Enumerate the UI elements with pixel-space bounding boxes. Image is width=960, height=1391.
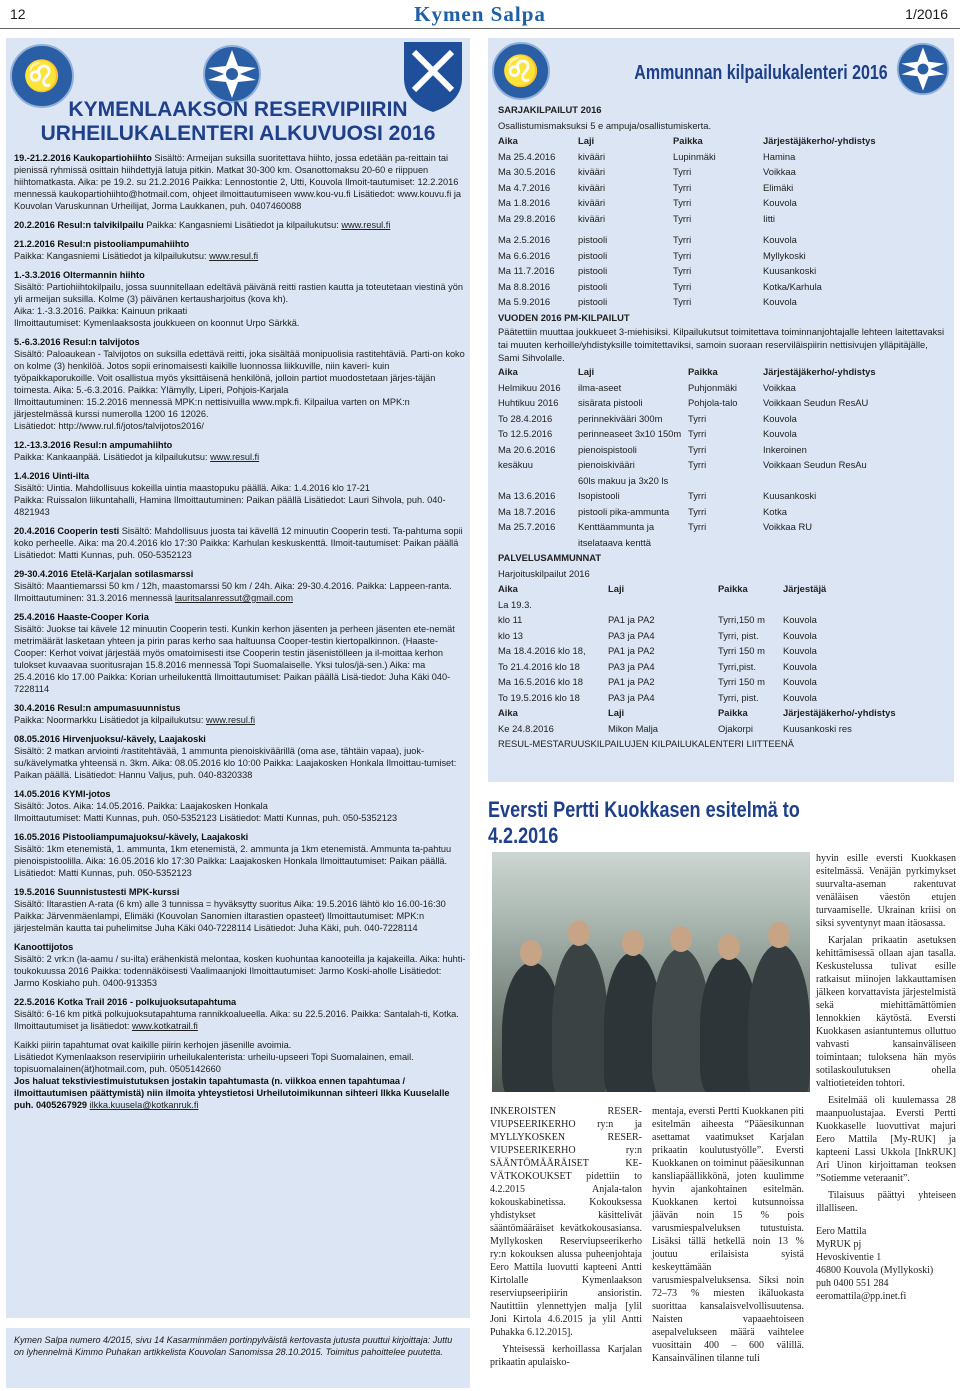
table-row [498, 149, 948, 165]
table-cell: Ma 6.6.2016 [498, 249, 551, 261]
table-row [498, 180, 948, 196]
resul-link[interactable]: www.resul.fi [206, 715, 256, 725]
table-cell: To 21.4.2016 klo 18 [498, 660, 580, 672]
table-row [498, 195, 948, 211]
masthead: Kymen Salpa [414, 2, 546, 26]
table-cell: Ma 18.7.2016 [498, 505, 556, 517]
resul-link[interactable]: www.resul.fi [210, 452, 260, 462]
table-cell: Pohjola-talo [688, 397, 738, 408]
table-cell: Tyrri [673, 181, 692, 193]
email-link[interactable]: ilkka.kuusela@kotkanruk.fi [89, 1100, 199, 1110]
entry: 22.5.2016 Kotka Trail 2016 - polkujuoksutapahtuma Sisältö: 6-16 km pitkä polkujuoksutapahtuma rannikkoalueella. Aika: su 22.5.2016. Paikka: Santalah-ti, Kotka. Ilmoittautumiset ja lisätiedot: www.kotkatrail.fi [14, 997, 459, 1031]
calendar-title: KYMENLAAKSON RESERVIPIIRIN URHEILUKALENTERI ALKUVUOSI 2016 [40, 98, 436, 145]
sports-calendar-panel [6, 38, 470, 1318]
table-cell: klo 13 [498, 629, 524, 641]
table-row [498, 535, 948, 551]
article-column-2: mentaja, eversti Pertti Kuokkanen piti esitelmän aiheesta “Pääesikunnan asettamat vaatimukset Karjalan prikaatin koulutustyölle”. Eversti Kuokkanen on toiminut pääesikunnan kansliapäällikkönä, joten kuulimme hyvin ajankohtainen esitelmän. Kuokkanen kertoi kutsunnoissa jäävän noin 15 % pois varusmiespalveluksen tutustuista. Lisäksi tällä hetkellä noin 13 % joutuu erilaisista syistä keskeyttämään varusmiespalveluksensa. Siksi noin 72–73 % miesten ikäluokasta suorittaa kansalaisvelvollisuutensa. Naisten vapaaehtoiseen asepalvelukseen määrä vaihtelee vuosittain 400 – 600 välillä. Kansainvälinen tilanne tuli [652, 1106, 804, 1364]
table-cell: Kouvola [763, 412, 797, 424]
table-cell: Kouvola [783, 645, 817, 656]
table-cell: Tyrri, pist. [718, 629, 759, 641]
table-row [498, 488, 948, 504]
table-cell: Voikkaan Seudun ResAU [763, 397, 869, 408]
table-body [498, 721, 948, 737]
table-row [498, 426, 948, 442]
table-cell: pistooli [578, 249, 608, 261]
table-cell: Tyrri [688, 443, 707, 455]
table-cell: Hamina [763, 150, 796, 162]
table-cell: Voikkaan Seudun ResAu [763, 459, 867, 470]
table-cell: Aika [498, 583, 518, 594]
table-cell: Kuusankoski res [783, 722, 852, 734]
resul-link[interactable]: www.resul.fi [341, 220, 391, 230]
table-cell: Tyrri [673, 280, 692, 292]
table-cell: To 28.4.2016 [498, 412, 553, 424]
shooting-title: Ammunnan kilpailukalenteri 2016 [634, 62, 888, 84]
resul-link[interactable]: www.resul.fi [209, 251, 259, 261]
entry: 30.4.2016 Resul:n ampumasuunnistus Paikka: Noormarkku Lisätiedot ja kilpailukutsu: www.resul.fi [14, 703, 256, 725]
lion-emblem-icon: ♌ [492, 42, 550, 100]
table-cell: Kotka/Karhula [763, 280, 822, 292]
table-cell: Puhjonmäki [688, 381, 737, 393]
table-cell: sisärata pistooli [578, 397, 643, 408]
table-cell: pienoispistooli [578, 443, 637, 455]
calendar-entries [14, 152, 466, 1118]
table-cell: Tyrri [688, 412, 707, 424]
table-cell: To 12.5.2016 [498, 428, 553, 439]
table-body [498, 149, 948, 227]
table-cell: Ma 2.5.2016 [498, 234, 551, 245]
table-cell: PA3 ja PA4 [608, 691, 655, 703]
table-cell: perinneaseet 3x10 150m [578, 428, 682, 439]
table-cell [688, 473, 763, 489]
table-row [498, 232, 948, 248]
table-cell: Kouvola [783, 629, 817, 641]
table-cell: PA1 ja PA2 [608, 645, 655, 656]
table-cell: Tyrri [673, 296, 692, 307]
notes: Kaikki piirin tapahtumat ovat kaikille piirin kerhojen jäsenille avoimia. Lisätiedot Kymenlaakson reservipiirin urheilukalenterista: urheilu-upseeri Topi Suomalainen, email. topisuomalainen(ät)hotmail.com, puh. 0505142660 Jos haluat tekstiviestimuistutuksen jostakin tapahtumasta (n. viikkoa ennen tapahtumaa / ilmoittautumisen päättymistä) niin ilmoita yhteystietosi Urheilutoimikunnan sihteeri Ilkka Kuuselalle puh. 0405267929 ilkka.kuusela@kotkanruk.fi [14, 1040, 450, 1110]
table-cell [718, 597, 783, 613]
table-row [498, 457, 948, 473]
table-row [498, 248, 948, 264]
table-row [498, 628, 948, 644]
table-cell: Huhtikuu 2016 [498, 397, 559, 408]
table-cell: Voikkaa RU [763, 521, 812, 532]
table-cell: Järjestäjäkerho/-yhdistys [763, 135, 876, 146]
header-rule [0, 28, 960, 29]
table-row [498, 411, 948, 427]
table-cell: Kouvola [783, 676, 817, 687]
table-cell: Aika [498, 366, 518, 377]
entry: 21.2.2016 Resul:n pistooliampumahiihto Paikka: Kangasniemi Lisätiedot ja kilpailukutsu: www.resul.fi [14, 239, 259, 261]
shooting-entries: SARJAKILPAILUT 2016 Osallistumismaksuksi 5 e ampuja/osallistumiskerta. Aika Laji Paikka Järjestäjäkerho/-yhdistys Ma 25.4.2016 kivääri Lupinmäki Hamina Ma 30.5.2016 kivääri Tyrri Voikkaa Ma 4.7.2016 kivääri Tyrri Elimäki Ma 1.8.2016 kivääri Tyrri Kouvola Ma 29.8.2016 kivääri Tyrri Iitti Ma 2.5.2016 pistooli Tyrri Kouvola Ma 6.6.2016 pistooli Tyrri Myllykoski Ma 11.7.2016 pistooli Tyrri Kuusankoski Ma 8.8.2016 pistooli Tyrri Kotka/Karhula Ma 5.9.2016 pistooli Tyrri Kouvola VUODEN 2016 PM-KILPAILUT Päätettiin muuttaa joukkueet 3-miehisiksi. Kilpailukutsut toimitettava toiminnanjohtajalle lehteen laitettavaksi tai muuten kerhoille/yhdistyksille toimitettaviksi, samoin suoraan reserviläispiirin nettisivujen ylläpitäjälle, Sami Sihvolalle. Aika Laji Paikka Järjestäjäkerho/-yhdistys Helmikuu 2016 ilma-aseet Puhjonmäki Voikkaa Huhtikuu 2016 sisärata pistooli Pohjola-talo Voikkaan Seudun ResAU To 28.4.2016 perinnekivääri 300m Tyrri Kouvola To 12.5.2016 perinneaseet 3x10 150m Tyrri Kouvola Ma 20.6.2016 pienoispistooli Tyrri Inkeroinen kesäkuu pienoiskivääri Tyrri Voikkaan Seudun ResAu 60ls makuu ja 3x20 ls Ma 13.6.2016 Isopistooli Tyrri Kuusankoski Ma 18.7.2016 pistooli pika-ammunta Tyrri Kotka Ma 25.7.2016 Kenttäammunta ja Tyrri Voikkaa RU itselataava kenttä PALVELUSAMMUNNAT Harjoituskilpailut 2016 Aika Laji Paikka Järjestäjä La 19.3. klo 11 PA1 ja PA2 Tyrri,150 m Kouvola klo 13 PA3 ja PA4 Tyrri, pist. Kouvola Ma 18.4.2016 klo 18, PA1 ja PA2 Tyrri 150 m Kouvola To 21.4.2016 klo 18 PA3 ja PA4 Tyrri,pist. Kouvola Ma 16.5.2016 klo 18 PA1 ja PA2 Tyrri 150 m Kouvola To 19.5.2016 klo 18 PA3 ja PA4 Tyrri, pist. Kouvola Aika Laji Paikka Järjestäjäkerho/-yhdistys Ke 24.8.2016 Mikon Malja Ojakorpi Kuusankoski res RESUL-MESTARUUSKILPAILUJEN KILPAILUKALENTERI LIITTEENÄ [498, 102, 948, 752]
table-row [498, 504, 948, 520]
lion-emblem-icon: ♌ [10, 44, 74, 108]
table-cell: Tyrri [673, 197, 692, 208]
table-cell: Paikka [673, 135, 703, 146]
table-cell: PA3 ja PA4 [608, 629, 655, 641]
table-cell: kivääri [578, 212, 606, 224]
table-cell: Myllykoski [763, 249, 806, 261]
table-row [498, 659, 948, 675]
table-cell: Järjestäjäkerho/-yhdistys [763, 366, 876, 377]
entry: 1.-3.3.2016 Oltermannin hiihto Sisältö: Partiohiihtokilpailu, jossa suunnitellaan edeltävä päivänä reitti rastien kautta ja toteutetaan viestinä yön yli armeijan suksilla. Kolme (3) päivänen kertausharjoitus (kova kh). Aika: 1.-3.3.2016. Paikka: Kainuun prikaati Ilmoittautumiset: Kymenlaaksosta joukkueen on koonnut Urpo Särkkä. [14, 270, 463, 328]
table-cell: Järjestäjä [783, 583, 827, 594]
table-cell [688, 535, 763, 551]
table-cell: Voikkaa [763, 166, 796, 177]
table-cell: Helmikuu 2016 [498, 381, 561, 393]
entry: 16.05.2016 Pistooliampumajuoksu/-kävely, Laajakoski Sisältö: 1km etenemistä, 1. ammunta, 1km etenemistä, 2. ammunta ja 1km etenemistä. Ammunta ta-pahtuu pienoispistoolilla. Aika: 16.05.2016 klo 17:30 Paikka: Laajakosken Honkala Ilmoittautumiset: Paikan päällä. Lisätiedot: Matti Kunnas, puh. 050-5352123 [14, 832, 452, 878]
entry: 12.-13.3.2016 Resul:n ampumahiihto Paikka: Kankaanpää. Lisätiedot ja kilpailukutsu: www.resul.fi [14, 440, 260, 462]
entry: 20.4.2016 Cooperin testi Sisältö: Mahdollisuus juosta tai kävellä 12 minuutin Cooperin testi. Ta-pahtuma sopii koko perheelle. Aika: ma 20.4.2016 klo 17:30 Paikka: Karhulan keskuskenttä. Ilmoit-tautumiset: Paikan päällä Lisätiedot: Matti Kunnas, puh. 050-5352123 [14, 526, 463, 560]
table-cell: Kouvola [783, 614, 817, 625]
cross-emblem-icon [202, 44, 262, 104]
table-cell: Tyrri [673, 265, 692, 276]
table-cell [608, 597, 718, 613]
entry: 20.2.2016 Resul:n talvikilpailu Paikka: Kangasniemi Lisätiedot ja kilpailukutsu: www.resul.fi [14, 220, 391, 230]
page-number: 12 [10, 6, 26, 22]
table-row [498, 721, 948, 737]
table-cell: Ma 29.8.2016 [498, 212, 556, 224]
table-cell: Ke 24.8.2016 [498, 722, 554, 734]
table-header [498, 364, 948, 380]
table-row [498, 674, 948, 690]
table-cell: Tyrri [673, 212, 692, 224]
email-link[interactable]: lauritsalanressut@gmail.com [174, 593, 293, 603]
table-cell: Ma 18.4.2016 klo 18, [498, 645, 586, 656]
issue-number: 1/2016 [905, 6, 948, 22]
page-header [0, 0, 960, 30]
table-row [498, 690, 948, 706]
table-cell: 60ls makuu ja 3x20 ls [578, 474, 669, 486]
table-cell: pistooli [578, 265, 608, 276]
table-cell: Kuusankoski [763, 490, 817, 501]
table-cell: Iitti [763, 212, 775, 224]
correction-note: Kymen Salpa numero 4/2015, sivu 14 Kasarminmäen portinpylväistä kertovasta jutusta puuttui kirjoittaja: Juttu on lyhennelmä Kimmo Puhakan artikkelista Kouvolan Sanomissa 28.10.2015. Toimitus pahoittelee puutetta. [6, 1328, 470, 1388]
entry: 19.-21.2.2016 Kaukopartiohiihto Sisältö: Armeijan suksilla suoritettava hiihto, jossa edetään pa-reittain tai pienissä ryhmissä osittain hiihdettyjä latuja pitkin. Matkat 30-300 km. Osanottomaksu 20-60 e riippuen hiihtomatkasta. Aika: pe 19.2. su 21.2.2016 Paikka: Lennostontie 2, Utti, Kouvola Ilmoit-tautumiset: 12.2.2016 mennessä kaukopartiohiihto@hotmail.com, ohjeet ilmoittautumiseen www.kou-vu.fi Lisätiedot: www.kouvu.fi ja Kouvolan Varuskunnan Urheilijat, Jorma Laukkanen, puh. 0407460088 [14, 153, 461, 211]
shooting-calendar-panel [488, 38, 954, 782]
table-cell: Isopistooli [578, 490, 620, 501]
table-cell: Inkeroinen [763, 443, 807, 455]
table-cell: Kouvola [763, 234, 797, 245]
table-cell: pistooli [578, 280, 608, 292]
table-cell: pistooli [578, 234, 608, 245]
table-cell: Voikkaa [763, 381, 796, 393]
table-cell: Tyrri [688, 428, 707, 439]
kotkatrail-link[interactable]: www.kotkatrail.fi [131, 1021, 198, 1031]
table-cell: Paikka [688, 366, 718, 377]
table-cell: Kouvola [763, 197, 797, 208]
table-row [498, 279, 948, 295]
entry: Kanoottijotos Sisältö: 2 vrk:n (la-aamu / su-ilta) erähenkistä melontaa, kosken kuohuntaa kanooteilla ja kajakeilla. Aika: huhti-toukokuussa 2016 Paikka: todennäköisesti Vaalimaanjoki Ilmoittautumiset: Jarmo Koski-aholle Lisätiedot: Jarmo Koskiaho puh. 0400-913353 [14, 942, 466, 988]
table-cell: Ma 13.6.2016 [498, 490, 556, 501]
table-row [498, 519, 948, 535]
table-row [498, 643, 948, 659]
table-cell: Tyrri 150 m [718, 645, 765, 656]
table-cell: Tyrri [673, 166, 692, 177]
table-row [498, 442, 948, 458]
table-cell: Tyrri,pist. [718, 660, 757, 672]
entry: 08.05.2016 Hirvenjuoksu/-kävely, Laajakoski Sisältö: 2 matkan arviointi /rastitehtävää, 1 ammunta pienoiskiväärillä (oma ase, tähtäin vapaa), juok-su/kävelymatka yhteensä n. 3km. Aika: 08.05.2016 klo 10:00 Paikka: Laajakosken Honkala Ilmoittau-tumiset: Paikan päällä. Lisätiedot: Hannu Valjus, puh. 040-8320338 [14, 734, 457, 780]
table-cell: Kotka [763, 505, 787, 517]
table-cell: Ma 11.7.2016 [498, 265, 555, 276]
entry: 19.5.2016 Suunnistustesti MPK-kurssi Sisältö: Iltarastien A-rata (6 km) alle 3 tunnissa = hyväksytty suoritus Aika: 19.5.2016 lähtö klo 16.00-16:30 Paikka: Järvenmäenlampi, Elimäki (Kouvolan Sanomien iltarastien opasteet) Ilmoittautumiset: MPK:n järjestelmän kautta tai puhelimitse Juha Käki 040-7228114 Lisätiedot: Juha Käki, puh. 040-7228114 [14, 887, 446, 933]
table-row [498, 473, 948, 489]
table-cell: Laji [608, 707, 625, 718]
table-cell: kivääri [578, 181, 606, 193]
table-cell: PA1 ja PA2 [608, 614, 655, 625]
table-cell: Elimäki [763, 181, 794, 193]
table-cell: To 19.5.2016 klo 18 [498, 691, 580, 703]
table-body [498, 380, 948, 551]
table-cell: Ma 1.8.2016 [498, 197, 551, 208]
table-cell: Kouvola [783, 660, 817, 672]
article-title: Eversti Pertti Kuokkasen esitelmä to 4.2.2016 [488, 797, 800, 848]
table-cell: Kenttäammunta ja [578, 521, 655, 532]
table-cell: Tyrri [688, 459, 707, 470]
table-cell: Laji [578, 366, 595, 377]
table-cell: Kouvola [763, 428, 797, 439]
table-cell: kivääri [578, 150, 606, 162]
table-cell: Laji [608, 583, 625, 594]
table-header [498, 581, 948, 597]
article-column-1: INKEROISTEN RESER-VIUPSEERIKERHO ry:n ja MYLLYKOSKEN RESER-VIUPSEERIKERHO ry:n SÄÄNTÖMÄÄRÄISET KE-VÄTKOKOUKSET pidettiin to 4.2.2015 Anjala-talon kokouskabinetissa. Kokouksessa yhdistykset käsittelivät sääntömääräiset kevätkokousasiansa. Myllykosken Reserviupseerikerho ry:n kokouksen alussa puheenjohtaja Eero Mattila luovutti kapteeni Antti Kirtolalle Kymenlaakson reserviupseeripiirin ansioristin. Nautittiin ylennettyjen malja [ylil Joni Kirtola 4.6.2015 ja ylil Antti Puhakka 6.12.2015]. Yhteisessä kerhoillassa Karjalan prikaatin apulaisko- [490, 1106, 642, 1368]
entry: 1.4.2016 Uinti-ilta Sisältö: Uintia. Mahdollisuus kokeilla uintia maastopuku päällä. Aika: 1.4.2016 klo 17-21 Paikka: Ruissalon liikuntahalli, Hamina Ilmoittautuminen: Paikan päällä Lisätiedot: Lauri Sihvola, puh. 040-4821943 [14, 471, 446, 517]
table-row [498, 263, 948, 279]
table-cell: Tyrri [688, 505, 707, 517]
table-cell: Tyrri [673, 249, 692, 261]
table-cell: Ma 8.8.2016 [498, 280, 551, 292]
table-cell: Paikka [718, 583, 748, 594]
table-row [498, 395, 948, 411]
table-cell: kivääri [578, 166, 606, 177]
table-row [498, 380, 948, 396]
table-cell: Ma 25.4.2016 [498, 150, 556, 162]
table-cell: pistooli pika-ammunta [578, 505, 670, 517]
table-cell: Ma 16.5.2016 klo 18 [498, 676, 583, 687]
table-cell: Ma 25.7.2016 [498, 521, 556, 532]
entry: 25.4.2016 Haaste-Cooper Koria Sisältö: Juokse tai kävele 12 minuutin Cooperin testi. Kunkin kerhon jäsenten ja perheen jäsenten ete-nemät metrimäärät lasketaan yhteen ja pirin paras kerho saa haltuunsa Cooper-testin kiertopalkinnon. (Haaste-Cooper: Kerhot voivat järjestää myös omatoimisesti itse Cooperin testin jäsenistölleen ja il-moittaa kerhon tulokset kuvaavaa suoritusrajan 15.8.2016 mennessä Topi Suomalaiselle. Yksi tulos/jä-sen.) Aika: ma 25.4.2016 klo 17.00 Paikka: Korian urheilukenttä Ilmoittautumiset: Paikan päällä Lisä-tiedot: Juha Käki 040-7228114 [14, 612, 455, 694]
table-cell: itselataava kenttä [578, 536, 651, 548]
entry: 14.05.2016 KYMI-jotos Sisältö: Jotos. Aika: 14.05.2016. Paikka: Laajakosken Honkala Ilmoittautumiset: Matti Kunnas, puh. 050-5352123 Lisätiedot: Matti Kunnas, puh. 050-5352123 [14, 789, 398, 823]
table-cell: Tyrri,150 m [718, 614, 765, 625]
table-cell: Tyrri [688, 521, 707, 532]
entry: 29-30.4.2016 Etelä-Karjalan sotilasmarssi Sisältö: Maantiemarssi 50 km / 12h, maastomarssi 50 km / 24h. Aika: 29-30.4.2016. Paikka: Lappeen-ranta. Ilmoittautuminen: 31.3.2016 mennessä lauritsalanressut@gmail.com [14, 569, 452, 603]
entry: 5.-6.3.2016 Resul:n talvijotos Sisältö: Paloaukean - Talvijotos on suksilla edettävä reitti, joka sisältää monipuolisia rastitehtäviä. Parti-on koko on kolme (3) henkilöä. Jotos sopii erinomaisesti kaikille luonnossa liikkuville, niin kaveri- kuin työpaikkaporukoille. Voit osallistua myös yksittäisenä henkilönä, jolloin partiot muodostetaan järjes-täjän toimesta. Aika: 5.-6.3.2016. Paikka: Ylämylly, Liperi, Pohjois-Karjala Ilmoittautuminen: 15.2.2016 mennessä MPK:n nettisivuilla www.mpk.fi. Kilpailua varten on MPK:n järjestelmässä kurssi numerolla 1200 16 12026. Lisätiedot: http://www.rul.fi/jotos/talvijotos2016/ [14, 337, 465, 431]
table-cell: PA3 ja PA4 [608, 660, 655, 672]
meeting-photo [492, 852, 810, 1092]
table-cell: Ma 20.6.2016 [498, 443, 556, 455]
table-cell: Ma 4.7.2016 [498, 181, 551, 193]
table-header [498, 133, 948, 149]
table-cell: Ma 5.9.2016 [498, 296, 551, 307]
table-cell: PA1 ja PA2 [608, 676, 655, 687]
table-row [498, 164, 948, 180]
table-body [498, 597, 948, 706]
table-cell: kesäkuu [498, 459, 533, 470]
table-cell: pienoiskivääri [578, 459, 635, 470]
table-cell: Tyrri, pist. [718, 691, 759, 703]
table-cell [498, 535, 578, 551]
table-row [498, 597, 948, 613]
table-header [498, 705, 948, 721]
table-cell: Paikka [718, 707, 748, 718]
table-cell: Aika [498, 707, 518, 718]
table-cell: Kuusankoski [763, 265, 817, 276]
table-body [498, 232, 948, 310]
table-row [498, 211, 948, 227]
table-cell: klo 11 [498, 614, 523, 625]
table-cell: pistooli [578, 296, 608, 307]
table-row [498, 612, 948, 628]
table-cell: Ma 30.5.2016 [498, 166, 556, 177]
table-cell: Ojakorpi [718, 722, 753, 734]
table-cell: Tyrri 150 m [718, 676, 765, 687]
table-cell: Kouvola [763, 296, 797, 307]
table-cell: ilma-aseet [578, 381, 622, 393]
table-cell: Mikon Malja [608, 722, 659, 734]
table-cell: La 19.3. [498, 598, 532, 610]
table-cell: Lupinmäki [673, 150, 716, 162]
table-row [498, 294, 948, 310]
table-cell: kivääri [578, 197, 606, 208]
table-cell: perinnekivääri 300m [578, 412, 663, 424]
article-column-3: hyvin esille eversti Kuokkasen esitelmässä. Venäjän pyrkimykset suurvalta-aseman rakentuvat venäläisen väestön etujen turvaamiselle. Ukrainan kriisi on siksi syventynyt maan itäosassa. Karjalan prikaatin asetuksen kehittämisessä ollaan ajan tasalla. Keskustelussa tulivat esille ratkaisut miinojen lakkauttamisen jälkeen korvattavista järjestelmistä sekä miehittämättömien lennokkien käytöstä. Eversti Kuokkasen asiantuntemus olluttuo vahvasti kansainväliseen toimintaan; tuloksena hän myös sotilaskoulutuksen ohella valtiotieteiden tohtori. Esitelmää oli kuulemassa 28 maanpuolustajaa. Eversti Pertti Kuokkaselle luovuttivat majuri Eero Mattila [My-RUK] ja kapteeni Lassi Ukkola [InkRUK] Ari Uinon kirjoittaman teoksen ”Sotiemme veteraanit”. Tilaisuus päättyi yhteiseen illalliseen. Eero Mattila MyRUK pj Hevoskiventie 1 46800 Kouvola (Myllykoski) puh 0400 551 284 eeromattila@pp.inet.fi [816, 853, 956, 1302]
table-cell: Laji [578, 135, 595, 146]
table-cell: Tyrri [673, 234, 692, 245]
table-cell: Kouvola [783, 691, 817, 703]
table-cell [498, 473, 578, 489]
table-cell: Järjestäjäkerho/-yhdistys [783, 707, 896, 718]
table-cell: Aika [498, 135, 518, 146]
table-cell: Tyrri [688, 490, 707, 501]
